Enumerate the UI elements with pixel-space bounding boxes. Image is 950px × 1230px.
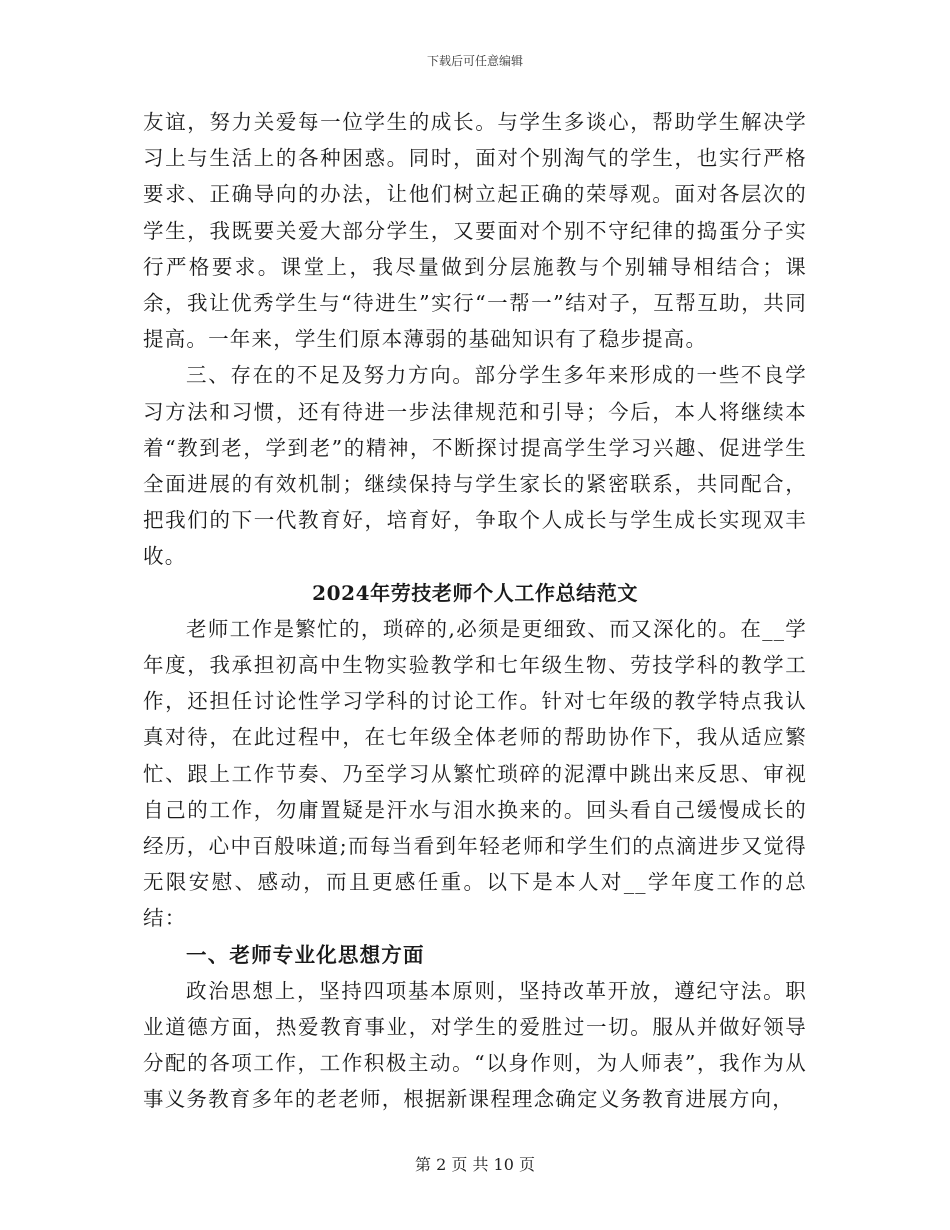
section-title: 2024年劳技老师个人工作总结范文 [312,580,638,605]
paragraph-2: 三、存在的不足及努力方向。部分学生多年来形成的一些不良学习方法和习惯，还有待进一步法律规范和引导；今后，本人将继续本着“教到老，学到老”的精神，不断探讨提高学生学习兴趣、促进学生全面进展的有效机制；继续保持与学生家长的紧密联系，共同配合，把我们的下一代教育好，培育好，争取个人成长与学生成长实现双丰收。 [143,363,807,569]
paragraph-3: 老师工作是繁忙的，琐碎的,必须是更细致、而又深化的。在__学年度，我承担初高中生物实验教学和七年级生物、劳技学科的教学工作，还担任讨论性学习学科的讨论工作。针对七年级的教学特点我认真对待，在此过程中，在七年级全体老师的帮助协作下，我从适应繁忙、跟上工作节奏、乃至学习从繁忙琐碎的泥潭中跳出来反思、审视自己的工作，勿庸置疑是汗水与泪水换来的。回头看自己缓慢成长的经历，心中百般味道;而每当看到年轻老师和学生们的点滴进步又觉得无限安慰、感动，而且更感任重。以下是本人对__学年度工作的总结： [143,616,807,931]
paragraph-4: 政治思想上，坚持四项基本原则，坚持改革开放，遵纪守法。职业道德方面，热爱教育事业，对学生的爱胜过一切。服从并做好领导分配的各项工作，工作积极主动。“以身作则，为人师表”，我作为从事义务教育多年的老老师，根据新课程理念确定义务教育进展方向， [143,978,807,1112]
document-body [143,104,807,1118]
paragraph-1: 友谊，努力关爱每一位学生的成长。与学生多谈心，帮助学生解决学习上与生活上的各种困惑。同时，面对个别淘气的学生，也实行严格要求、正确导向的办法，让他们树立起正确的荣辱观。面对各层次的学生，我既要关爱大部分学生，又要面对个别不守纪律的捣蛋分子实行严格要求。课堂上，我尽量做到分层施教与个别辅导相结合；课余，我让优秀学生与“待进生”实行“一帮一”结对子，互帮互助，共同提高。一年来，学生们原本薄弱的基础知识有了稳步提高。 [143,110,807,352]
page-header: 下载后可任意编辑 [426,54,523,68]
section-heading-1: 一、老师专业化思想方面 [186,942,425,967]
page-footer: 第 2 页 共 10 页 [415,1155,535,1174]
